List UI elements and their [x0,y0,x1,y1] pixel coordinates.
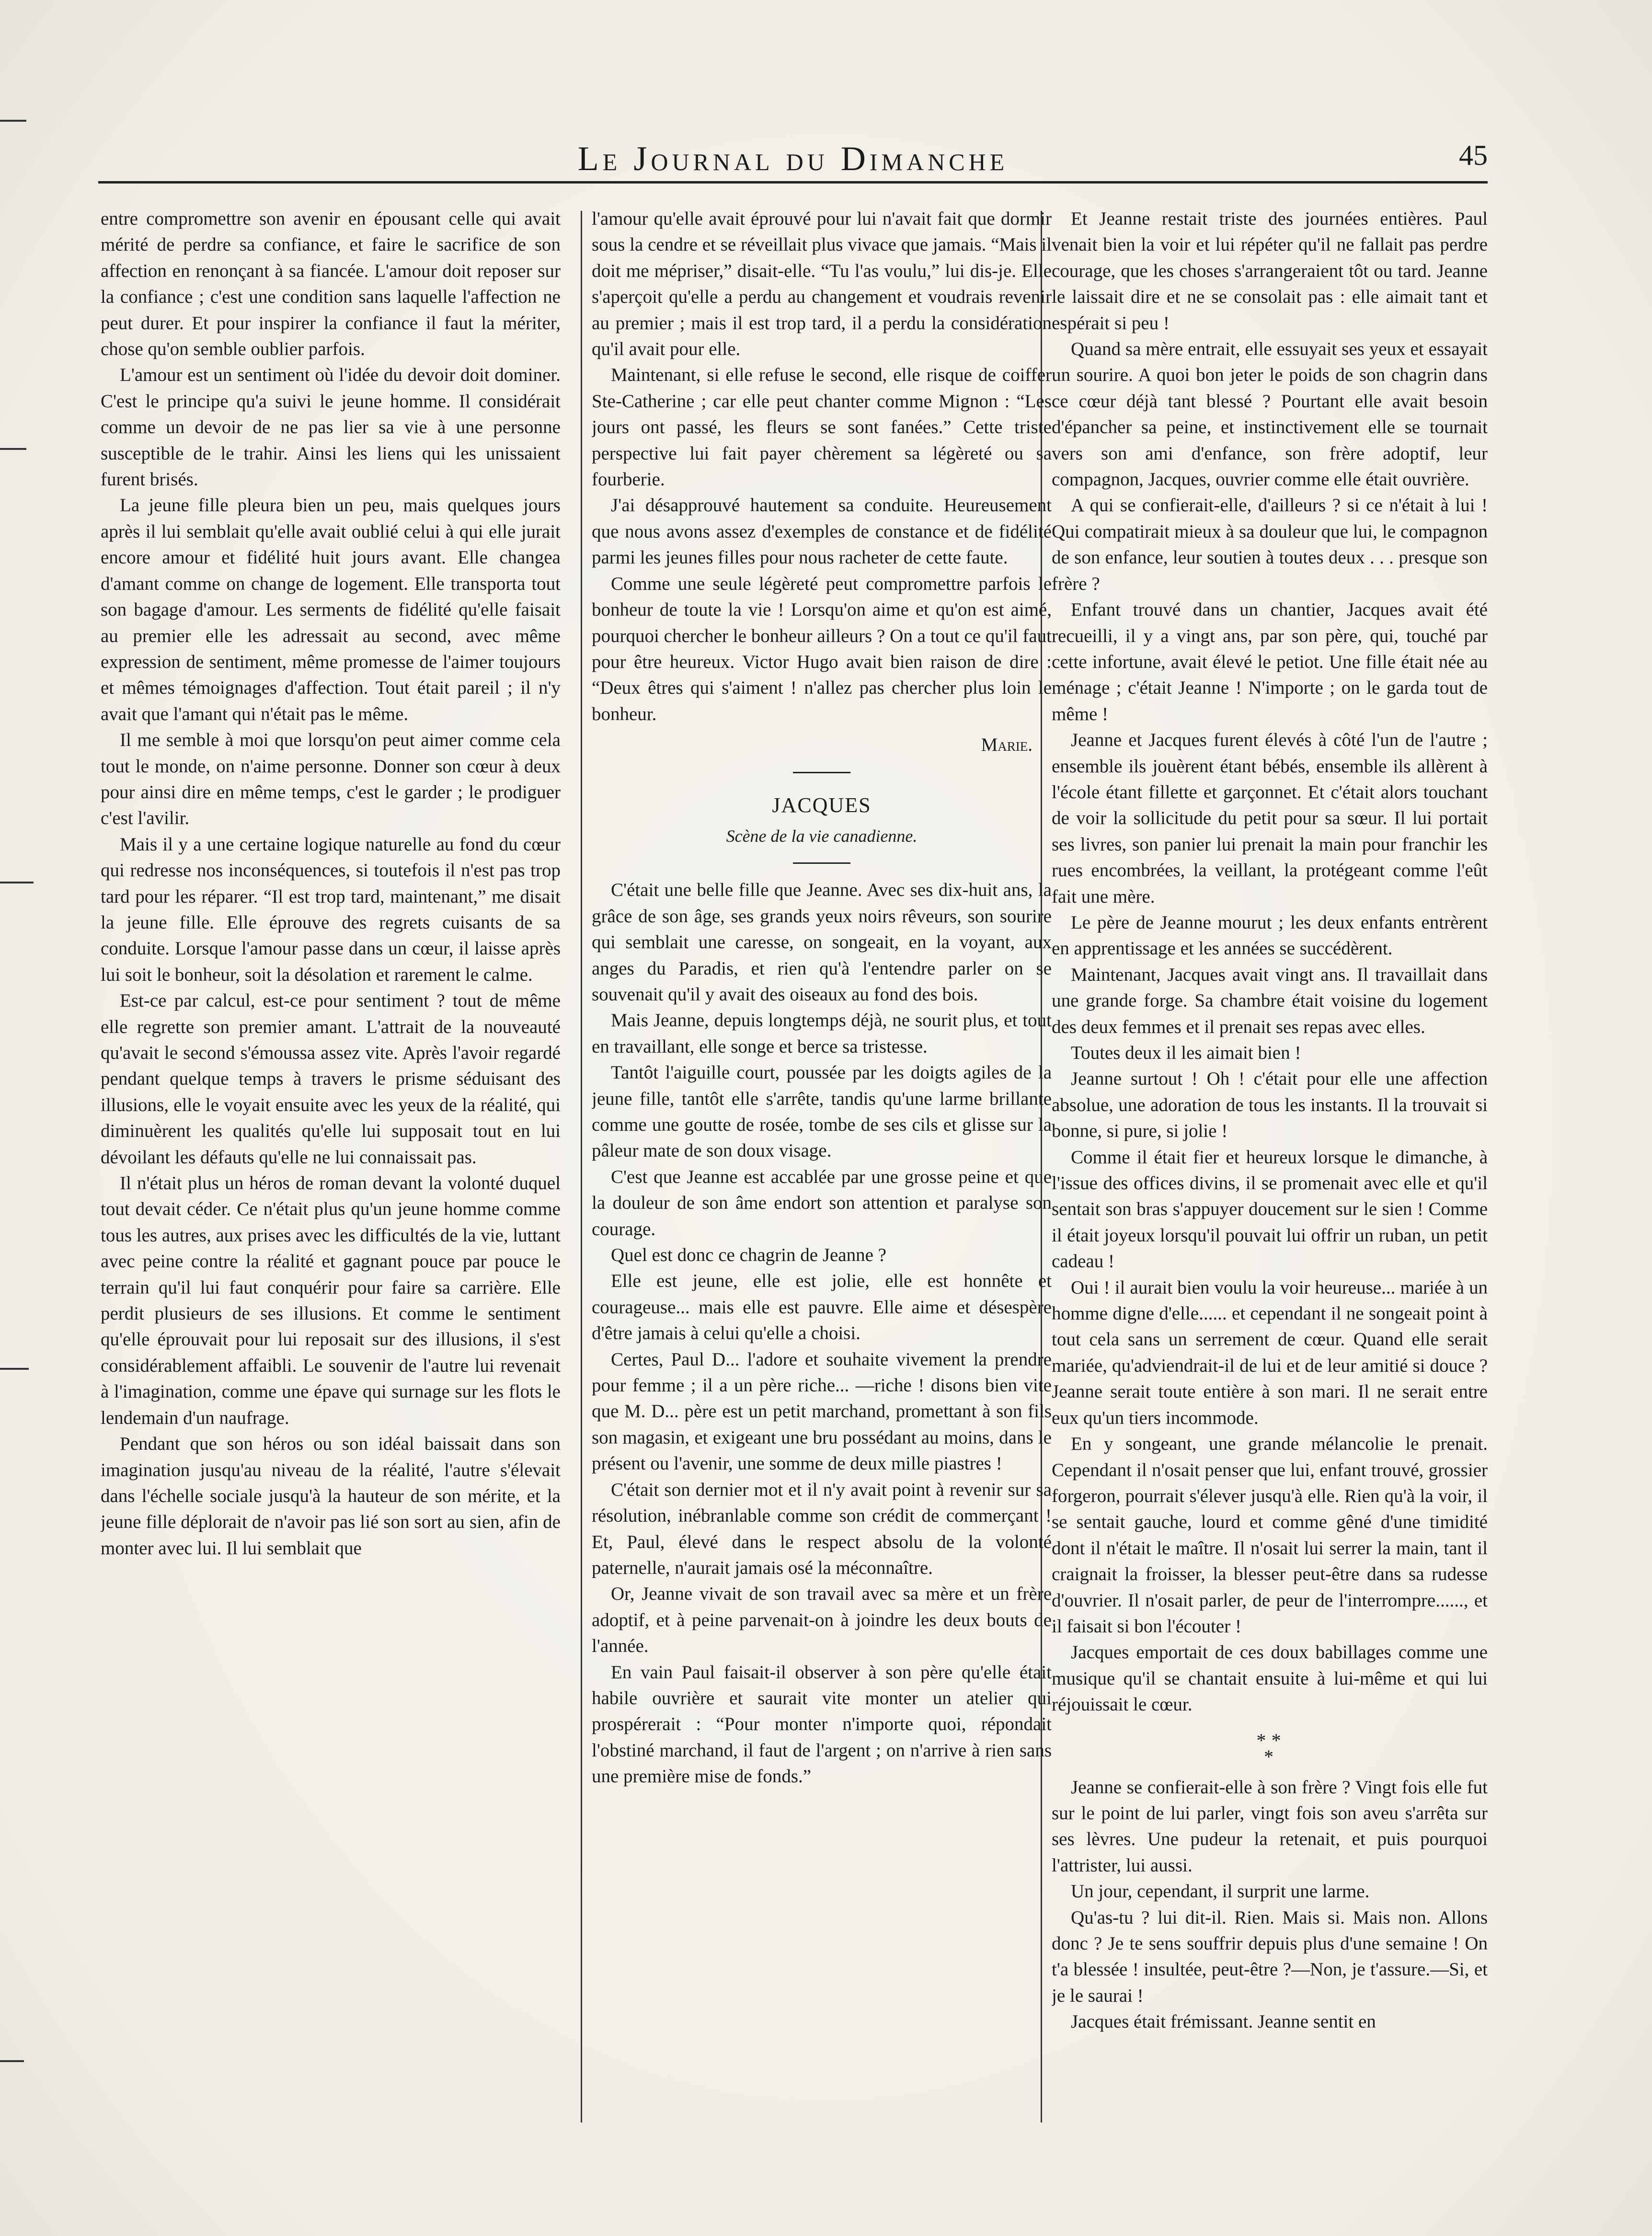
header-rule [98,181,1488,183]
section-rule [793,772,850,773]
paragraph: Comme une seule légèreté peut compromettre parfois le bonheur de toute la vie ! Lorsqu'on aime et qu'on est aimé, pourquoi chercher le bonheur ailleurs ? On a tout ce qu'il faut pour être heureux. Victor Hugo avait bien raison de dire : “Deux êtres qui s'aiment ! n'allez pas chercher plus loin le bonheur. [592,573,1052,724]
paragraph: Oui ! il aurait bien voulu la voir heureuse... mariée à un homme digne d'elle...... et cependant il ne songeait point à tout cela sans un serrement de cœur. Quand elle serait mariée, qu'adviendrait-il de lui et de leur amitié si douce ? Jeanne serait toute entière à son mari. Il ne serait entre eux qu'un tiers incommode. [1052,1277,1488,1428]
paragraph: Jeanne se confierait-elle à son frère ? Vingt fois elle fut sur le point de lui parler, vingt fois son aveu s'arrêta sur ses lèvres. Une pudeur la retenait, et puis pourquoi l'attrister, lui aussi. [1052,1777,1488,1876]
journal-title: Le Journal du Dimanche [577,139,1009,178]
margin-mark [0,2060,24,2062]
paragraph: Enfant trouvé dans un chantier, Jacques avait été recueilli, il y a vingt ans, par son père, qui, touché par cette infortune, avait élevé le petiot. Une fille était née au ménage ; c'était Jeanne ! N'importe ; on le garda tout de même ! [1052,599,1488,724]
paragraph: En y songeant, une grande mélancolie le prenait. Cependant il n'osait penser que lui, enfant trouvé, grossier forgeron, pourrait s'élever jusqu'à elle. Rien qu'à la voir, il se sentait gauche, lourd et comme gêné d'une timidité dont il n'était le maître. Il n'osait lui serrer la main, tant il craignait la froisser, la blesser peut-être dans sa rudesse d'ouvrier. Il n'osait parler, de peur de l'interrompre......, et il faisait si bon l'écouter ! [1052,1433,1488,1637]
section-header [592,792,1052,849]
paragraph: C'était son dernier mot et il n'y avait point à revenir sur sa résolution, inébranlable comme son crédit de commerçant ! Et, Paul, élevé dans le respect absolu de la volonté paternelle, n'aurait jamais osé la méconnaître. [592,1479,1052,1578]
paragraph: Pendant que son héros ou son idéal baissait dans son imagination jusqu'au niveau de la réalité, l'autre s'élevait dans l'échelle sociale jusqu'à la hauteur de son mérite, et la jeune fille déplorait de n'avoir pas lié son sort au sien, afin de monter avec lui. Il lui semblait que [101,1433,561,1559]
paragraph: Quand sa mère entrait, elle essuyait ses yeux et essayait un sourire. A quoi bon jeter le poids de son chagrin dans ce cœur déjà tant blessé ? Pourtant elle avait besoin d'épancher sa peine, et instinctivement elle se tournait vers son ami d'enfance, son frère adoptif, leur compagnon, Jacques, ouvrier comme elle était ouvrière. [1052,339,1488,490]
paragraph: C'était une belle fille que Jeanne. Avec ses dix-huit ans, la grâce de son âge, ses grands yeux noirs rêveurs, son sourire qui semblait une caresse, on songeait, en la voyant, aux anges du Paradis, et rien qu'à l'entendre parler on se souvenait qu'il y avait des oiseaux au fond des bois. [592,880,1052,1005]
paragraph: En vain Paul faisait-il observer à son père qu'elle était habile ouvrière et saurait vite monter un atelier qui prospérerait : “Pour monter n'importe quoi, répondait l'obstiné marchand, il faut de l'argent ; on n'arrive à rien sans une première mise de fonds.” [592,1662,1052,1787]
section-subtitle: Scène de la vie canadienne. [726,826,918,846]
paragraph: Le père de Jeanne mourut ; les deux enfants entrèrent en apprentissage et les années se succédèrent. [1052,912,1488,959]
margin-mark [0,1368,29,1370]
column-1 [101,206,561,2161]
paragraph: Jeanne surtout ! Oh ! c'était pour elle une affection absolue, une adoration de tous les instants. Il la trouvait si bonne, si pure, si jolie ! [1052,1068,1488,1142]
paragraph: Elle est jeune, elle est jolie, elle est honnête et courageuse... mais elle est pauvre. Elle aime et désespère d'être jamais à celui qu'elle a choisi. [592,1271,1052,1344]
column-2 [592,206,1052,2161]
paragraph: Quel est donc ce chagrin de Jeanne ? [611,1245,886,1266]
paragraph: A qui se confierait-elle, d'ailleurs ? si ce n'était à lui ! Qui compatirait mieux à sa douleur que lui, le compagnon de son enfance, leur soutien à toutes deux . . . presque son frère ? [1052,495,1488,594]
paragraph: Mais Jeanne, depuis longtemps déjà, ne sourit plus, et tout en travaillant, elle songe et berce sa tristesse. [592,1010,1052,1057]
paragraph: Qu'as-tu ? lui dit-il. Rien. Mais si. Mais non. Allons donc ? Je te sens souffrir depuis plus d'une semaine ! On t'a blessée ! insultée, peut-être ?—Non, je t'assure.—Si, et je le saurai ! [1052,1907,1488,2006]
paragraph: L'amour est un sentiment où l'idée du devoir doit dominer. C'est le principe qu'a suivi le jeune homme. Il considérait comme un devoir de ne pas lier sa vie à une personne susceptible de le trahir. Ainsi les liens qui les unissaient furent brisés. [101,365,561,490]
paragraph: Maintenant, Jacques avait vingt ans. Il travaillait dans une grande forge. Sa chambre était voisine du logement des deux femmes et il prenait ses repas avec elles. [1052,964,1488,1037]
paragraph: Jacques emportait de ces doux babillages comme une musique qu'il se chantait ensuite à lui-même et qui lui réjouissait le cœur. [1052,1642,1488,1715]
paragraph: Jacques était frémissant. Jeanne sentit en [1071,2011,1376,2032]
paragraph: Un jour, cependant, il surprit une larme. [1071,1881,1370,1902]
paragraph: J'ai désapprouvé hautement sa conduite. Heureusement que nous avons assez d'exemples de constance et de fidélité parmi les jeunes filles pour nous racheter de cette faute. [592,495,1052,568]
column-divider-1 [581,211,582,2122]
paragraph: Comme il était fier et heureux lorsque le dimanche, à l'issue des offices divins, il se promenait avec elle et qu'il sentait son bras s'appuyer doucement sur le sien ! Comme il était joyeux lorsqu'il pouvait lui offrir un ruban, un petit cadeau ! [1052,1147,1488,1272]
paragraph: Est-ce par calcul, est-ce pour sentiment ? tout de même elle regrette son premier amant. L'attrait de la nouveauté qu'avait le second s'émoussa assez vite. Après l'avoir regardé pendant quelque temps à travers le prisme séduisant des illusions, elle le voyait ensuite avec les yeux de la réalité, qui diminuèrent les qualités qu'elle lui supposait tout en lui dévoilant les défauts qu'elle ne lui connaissait pas. [101,990,561,1168]
paragraph: Et Jeanne restait triste des journées entières. Paul venait bien la voir et lui répéter qu'il ne fallait pas perdre courage, que les choses s'arrangeraient tôt ou tard. Jeanne le laissait dire et ne se consolait pas : elle aimait tant et espérait si peu ! [1052,208,1488,333]
paragraph: Il n'était plus un héros de roman devant la volonté duquel tout devait céder. Ce n'était plus qu'un jeune homme comme tous les autres, aux prises avec les difficultés de la vie, luttant avec peine contre la réalité et gagnant pouce par pouce le terrain qu'il lui faut conquérir pour faire sa carrière. Elle perdit plusieurs de ses illusions. Et comme le sentiment qu'elle éprouvait pour lui reposait sur des illusions, il s'est considérablement affaibli. Le souvenir de l'autre lui revenait à l'imagination, comme une épave qui surnage sur les flots le lendemain d'un naufrage. [101,1173,561,1428]
paragraph: l'amour qu'elle avait éprouvé pour lui n'avait fait que dormir sous la cendre et se réveillait plus vivace que jamais. “Mais il doit me mépriser,” disait-elle. “Tu l'as voulu,” lui dis-je. Elle s'aperçoit qu'elle a perdu au changement et voudrais revenir au premier ; mais il est trop tard, il a perdu la considération qu'il avait pour elle. [592,208,1052,360]
paragraph: Toutes deux il les aimait bien ! [1071,1043,1301,1063]
paragraph: Tantôt l'aiguille court, poussée par les doigts agiles de la jeune fille, tantôt elle s'arrête, tandis qu'une larme brillante comme une goutte de rosée, tombe de ses cils et glisse sur la pâleur mate de son doux visage. [592,1062,1052,1161]
author-signature: Marie. [981,734,1032,756]
margin-mark [0,882,34,883]
paragraph: Or, Jeanne vivait de son travail avec sa mère et un frère adoptif, et à peine parvenait-on à joindre les deux bouts de l'année. [592,1583,1052,1657]
paragraph: C'est que Jeanne est accablée par une grosse peine et que la douleur de son âme endort son attention et paralyse son courage. [592,1166,1052,1239]
margin-mark [0,448,26,450]
paragraph: La jeune fille pleura bien un peu, mais quelques jours après il lui semblait qu'elle avait oublié celui à qui elle jurait encore amour et fidélité huit jours avant. Elle changea d'amant comme on change de logement. Elle transporta tout son bagage d'amour. Les serments de fidélité qu'elle faisait au premier elle les adressait au second, avec même expression de sentiment, même promesse de l'aimer toujours et mêmes témoignages d'affection. Tout était pareil ; il n'y avait que l'amant qui n'était pas le même. [101,495,561,724]
paragraph: Il me semble à moi que lorsqu'on peut aimer comme cela tout le monde, on n'aime personne. Donner son cœur à deux pour ainsi dire en même temps, c'est le garder ; le prodiguer c'est l'avilir. [101,730,561,829]
paragraph: entre compromettre son avenir en épousant celle qui avait mérité de perdre sa confiance, et faire le sacrifice de son affection en renonçant à sa fiancée. L'amour doit reposer sur la confiance ; c'est une condition sans laquelle l'affection ne peut durer. Et pour inspirer la confiance il faut la mériter, chose qu'on semble oublier parfois. [101,208,561,360]
paragraph: Maintenant, si elle refuse le second, elle risque de coiffer Ste-Catherine ; car elle peut chanter comme Mignon : “Les jours ont passé, les fleurs se sont fanées.” Cette triste perspective lui fait payer chèrement sa légèreté ou sa fourberie. [592,365,1052,490]
page-number: 45 [1459,139,1488,171]
asterism-separator: * * * [1256,1729,1283,1767]
paragraph: Mais il y a une certaine logique naturelle au fond du cœur qui redresse nos inconséquences, si toutefois il n'est pas trop tard pour les réparer. “Il est trop tard, maintenant,” me disait la jeune fille. Elle éprouve des regrets cuisants de sa conduite. Lorsque l'amour passe dans un cœur, il laisse après lui soit le bonheur, soit la désolation et rarement le calme. [101,834,561,985]
section-title: JACQUES [772,793,872,817]
paragraph: Jeanne et Jacques furent élevés à côté l'un de l'autre ; ensemble ils jouèrent étant bébés, ensemble ils allèrent à l'école étant fillette et garçonnet. Et c'était alors touchant de voir la sollicitude du petit pour sa sœur. Il lui portait ses livres, son panier lui prenait la main pour franchir les rues encombrées, la veillant, la protégeant comme l'eût fait une mère. [1052,730,1488,907]
margin-mark [0,120,26,122]
section-rule [793,862,850,864]
page-header [98,134,1488,177]
column-3 [1052,206,1488,2161]
paragraph: Certes, Paul D... l'adore et souhaite vivement la prendre pour femme ; il a un père riche... —riche ! disons bien vite que M. D... père est un petit marchand, promettant à son fils son magasin, et exigeant une bru possédant au moins, dans le présent ou l'avenir, une somme de deux mille piastres ! [592,1349,1052,1474]
